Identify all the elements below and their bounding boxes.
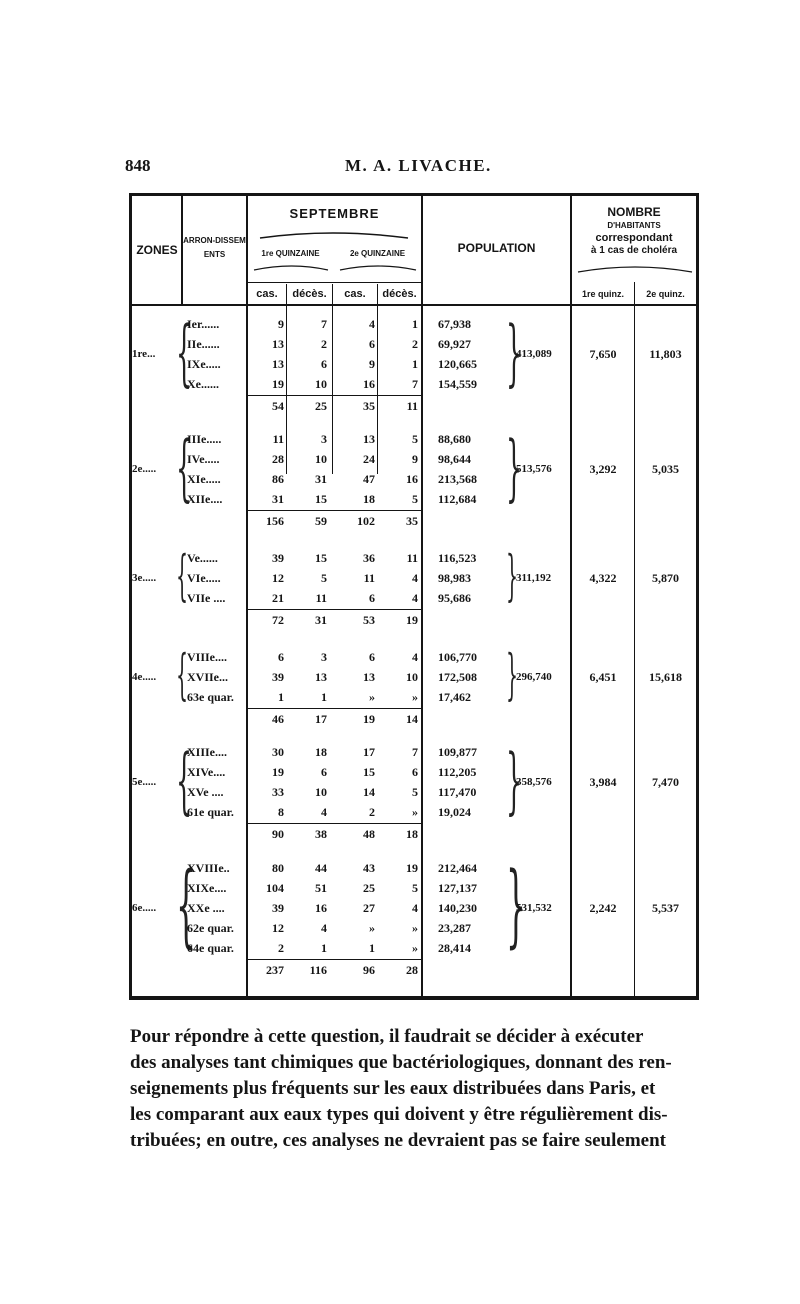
value-cell: 4 [412,571,418,585]
value-cell: 13 [363,432,375,446]
total-cell: 156 [266,514,284,528]
value-cell: 13 [363,670,375,684]
ratio-q1: 3,984 [589,775,617,789]
value-cell: 15 [363,765,375,779]
value-cell: 86 [272,472,284,486]
value-cell: 8 [278,805,284,819]
value-cell: 39 [272,551,284,565]
zone-label: 4e..... [132,671,157,683]
value-cell: 19 [272,377,284,391]
value-cell: 19 [406,861,418,875]
value-cell: 17 [363,745,375,759]
total-cell: 72 [272,613,284,627]
value-cell: 7 [412,377,418,391]
total-cell: 96 [363,963,375,977]
value-cell: 39 [272,670,284,684]
arrondissement-cell: IVe..... [187,452,220,466]
rule-nombre [570,196,572,996]
value-cell: 18 [363,492,375,506]
total-cell: 46 [272,712,284,726]
population-cell: 213,568 [438,472,477,486]
value-cell: 21 [272,591,284,605]
total-cell: 116 [309,963,327,977]
paragraph-line: tribuées; en outre, ces analyses ne devraient pas se faire seulement [130,1130,666,1151]
value-cell: 10 [315,377,327,391]
population-cell: 67,938 [438,317,471,331]
ratio-q2: 5,870 [652,571,679,585]
population-brace: } [506,643,519,706]
population-brace: } [506,310,523,394]
value-cell: 1 [321,690,327,704]
value-cell: » [412,805,418,819]
total-cell: 102 [357,514,375,528]
arrondissement-cell: VIIIe.... [187,650,228,664]
arrondissement-cell: XIXe.... [187,881,227,895]
ratio-q2: 7,470 [652,775,679,789]
population-cell: 28,414 [438,941,471,955]
value-cell: » [412,690,418,704]
total-cell: 35 [363,399,375,413]
value-cell: 10 [406,670,418,684]
value-cell: 12 [272,571,284,585]
value-cell: 10 [315,452,327,466]
ratio-q2: 5,035 [652,462,679,476]
value-cell: 6 [321,765,327,779]
value-cell: 31 [272,492,284,506]
zone-label: 5e..... [132,776,157,788]
paragraph-line: les comparant aux eaux types qui doivent y être régulièrement dis- [130,1104,668,1125]
value-cell: 3 [321,432,327,446]
zone-brace: { [176,738,193,822]
population-cell: 117,470 [438,785,477,799]
arrondissement-cell: 64e quar. [187,941,234,955]
arrondissement-cell: XIVe.... [187,765,226,779]
value-cell: 16 [315,901,327,915]
value-cell: 39 [272,901,284,915]
value-cell: 44 [315,861,327,875]
arrondissement-cell: 62e quar. [187,921,234,935]
value-cell: 13 [315,670,327,684]
value-cell: 6 [321,357,327,371]
total-cell: 11 [406,399,418,413]
value-cell: 16 [406,472,418,486]
total-cell: 48 [363,827,375,841]
value-cell: 4 [321,921,327,935]
value-cell: 6 [412,765,418,779]
population-cell: 154,559 [438,377,477,391]
arrondissement-cell: Ier...... [187,317,220,331]
value-cell: 2 [321,337,327,351]
total-cell: 25 [315,399,327,413]
value-cell: 2 [369,805,375,819]
header-population: POPULATION [457,241,536,255]
population-brace: } [506,544,519,607]
value-cell: 6 [369,650,375,664]
population-cell: 112,684 [438,492,477,506]
total-cell: 38 [315,827,327,841]
total-cell: 14 [406,712,418,726]
value-cell: » [412,921,418,935]
value-cell: 18 [315,745,327,759]
value-cell: 7 [321,317,327,331]
header-nombre: NOMBRE [607,205,661,219]
value-cell: 31 [315,472,327,486]
header-q1: 1re QUINZAINE [261,249,320,258]
total-cell: 17 [315,712,327,726]
population-total: 531,532 [516,902,552,914]
header-q2: 2e QUINZAINE [349,249,406,258]
value-cell: 5 [412,881,418,895]
value-cell: 4 [412,591,418,605]
value-cell: 1 [412,357,418,371]
value-cell: 11 [272,432,284,446]
population-cell: 112,205 [438,765,477,779]
arrondissement-cell: XVIIe... [187,670,228,684]
population-total: 311,192 [516,572,552,584]
value-cell: 2 [278,941,284,955]
population-cell: 98,983 [438,571,471,585]
arrondissement-cell: 61e quar. [187,805,234,819]
arrondissement-cell: XIIIe.... [187,745,228,759]
arrondissement-cell: IXe..... [187,357,221,371]
zone-brace: { [176,544,189,607]
population-cell: 23,287 [438,921,471,935]
header-arrondissements: ARRON-DISSEMENTS [183,236,246,259]
arrondissement-cell: VIIe .... [187,591,226,605]
header-deces1: décès. [292,288,327,300]
population-cell: 109,877 [438,745,477,759]
zone-label: 6e..... [132,902,157,914]
population-brace: } [506,738,523,822]
value-cell: » [369,690,375,704]
value-cell: 14 [363,785,375,799]
value-cell: 5 [412,432,418,446]
value-cell: 5 [412,492,418,506]
population-cell: 212,464 [438,861,477,875]
value-cell: 2 [412,337,418,351]
population-cell: 98,644 [438,452,471,466]
population-cell: 140,230 [438,901,477,915]
value-cell: 30 [272,745,284,759]
value-cell: 5 [321,571,327,585]
population-brace: } [506,425,523,509]
value-cell: 6 [278,650,284,664]
value-cell: 5 [412,785,418,799]
running-header [125,156,700,180]
value-cell: 27 [363,901,375,915]
ratio-q2: 15,618 [649,670,682,684]
zone-brace: { [176,643,189,706]
value-cell: 9 [369,357,375,371]
header-quinz1: 1re quinz. [581,289,624,299]
ratio-q2: 11,803 [649,347,682,361]
value-cell: 4 [321,805,327,819]
total-cell: 237 [266,963,284,977]
zone-label: 2e..... [132,463,157,475]
zone-label: 1re... [132,348,156,360]
value-cell: 3 [321,650,327,664]
paragraph-line: Pour répondre à cette question, il faudrait se décider à exécuter [130,1026,644,1047]
ratio-q1: 6,451 [589,670,617,684]
value-cell: 1 [321,941,327,955]
value-cell: 51 [315,881,327,895]
ratio-q1: 4,322 [589,571,617,585]
value-cell: 11 [363,571,375,585]
value-cell: 25 [363,881,375,895]
population-total: 413,089 [516,348,552,360]
population-cell: 17,462 [438,690,471,704]
value-cell: 11 [406,551,418,565]
population-cell: 95,686 [438,591,471,605]
rule-quinz [634,282,635,996]
population-cell: 116,523 [438,551,477,565]
value-cell: 15 [315,492,327,506]
total-cell: 19 [363,712,375,726]
zone-brace: { [176,853,197,958]
value-cell: 47 [363,472,375,486]
value-cell: 33 [272,785,284,799]
arrondissement-cell: XVIIIe.. [187,861,230,875]
value-cell: 1 [369,941,375,955]
value-cell: 4 [412,901,418,915]
zone-label: 3e..... [132,572,157,584]
population-cell: 69,927 [438,337,471,351]
total-cell: 28 [406,963,418,977]
header-brackets [132,196,696,306]
value-cell: 13 [272,337,284,351]
population-cell: 120,665 [438,357,477,371]
population-total: 296,740 [516,671,552,683]
zone-brace: { [176,310,193,394]
total-cell: 59 [315,514,327,528]
population-brace: } [506,853,527,958]
paragraph-line: des analyses tant chimiques que bactériologiques, donnant des ren- [130,1052,672,1073]
value-cell: 12 [272,921,284,935]
value-cell: 9 [278,317,284,331]
header-correspondant: correspondant [595,232,673,244]
arrondissement-cell: VIe..... [187,571,221,585]
value-cell: 104 [266,881,284,895]
value-cell: 1 [412,317,418,331]
population-cell: 19,024 [438,805,471,819]
population-total: 358,576 [516,776,552,788]
page-number: 848 [125,156,151,175]
value-cell: 16 [363,377,375,391]
value-cell: 43 [363,861,375,875]
arrondissement-cell: Ve...... [187,551,218,565]
value-cell: 11 [315,591,327,605]
total-cell: 35 [406,514,418,528]
value-cell: 36 [363,551,375,565]
statistics-table [129,193,699,1000]
value-cell: 7 [412,745,418,759]
value-cell: 80 [272,861,284,875]
population-cell: 172,508 [438,670,477,684]
value-cell: 6 [369,591,375,605]
arrondissement-cell: Xe...... [187,377,219,391]
arrondissement-cell: XIe..... [187,472,221,486]
value-cell: 4 [369,317,375,331]
ratio-q1: 2,242 [589,901,617,915]
value-cell: 24 [363,452,375,466]
running-title: M. A. LIVACHE. [345,156,492,175]
zone-brace: { [176,425,193,509]
paragraph-line: seignements plus fréquents sur les eaux distribuées dans Paris, et [130,1078,656,1099]
total-cell: 19 [406,613,418,627]
value-cell: 6 [369,337,375,351]
arrondissement-cell: XIIe.... [187,492,223,506]
ratio-q1: 7,650 [589,347,617,361]
value-cell: 1 [278,690,284,704]
population-cell: 127,137 [438,881,477,895]
body-paragraph [130,1024,700,1154]
value-cell: 10 [315,785,327,799]
arrondissement-cell: IIe...... [187,337,220,351]
value-cell: 13 [272,357,284,371]
rule-pop [421,196,423,996]
ratio-q1: 3,292 [589,462,617,476]
total-cell: 18 [406,827,418,841]
ratio-q2: 5,537 [652,901,679,915]
total-cell: 90 [272,827,284,841]
arrondissement-cell: IIIe..... [187,432,222,446]
header-cas2: cas. [344,288,366,300]
header-cas-cholera: à 1 cas de choléra [590,245,678,256]
total-cell: 53 [363,613,375,627]
header-zones: ZONES [136,243,178,257]
header-quinz2: 2e quinz. [646,289,685,299]
value-cell: » [369,921,375,935]
arrondissement-cell: XXe .... [187,901,225,915]
value-cell: » [412,941,418,955]
total-cell: 54 [272,399,284,413]
header-month: SEPTEMBRE [289,206,380,221]
arrondissement-cell: 63e quar. [187,690,234,704]
header-habitants: D'HABITANTS [607,221,661,230]
total-cell: 31 [315,613,327,627]
header-deces2: décès. [382,288,417,300]
value-cell: 15 [315,551,327,565]
population-total: 513,576 [516,463,552,475]
population-cell: 106,770 [438,650,477,664]
arrondissement-cell: XVe .... [187,785,224,799]
value-cell: 19 [272,765,284,779]
value-cell: 28 [272,452,284,466]
header-cas1: cas. [256,288,278,300]
population-cell: 88,680 [438,432,471,446]
value-cell: 9 [412,452,418,466]
value-cell: 4 [412,650,418,664]
